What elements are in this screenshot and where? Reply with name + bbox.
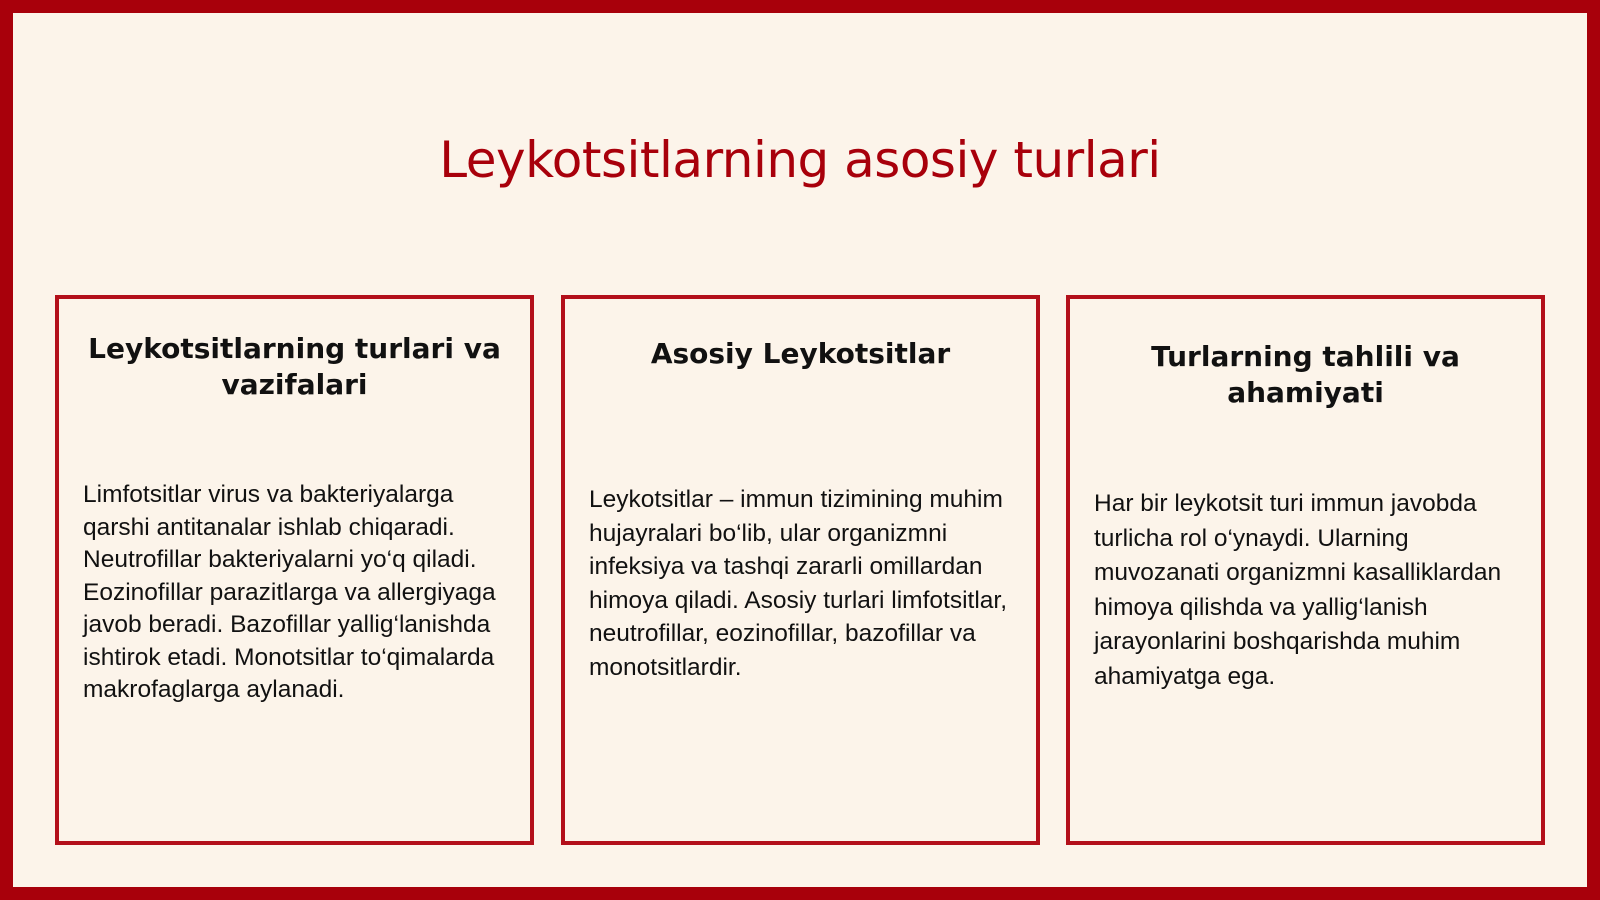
card-heading: Turlarning tahlili va ahamiyati bbox=[1151, 340, 1460, 409]
card-body: Leykotsitlar – immun tizimining muhim hujayralari bo‘lib, ular organizmni infeksiya va tashqi zararli omillardan himoya qiladi. Asosiy turlari limfotsitlar, neutrofillar, eozinofillar, bazofillar va monotsitlardir. bbox=[589, 486, 1008, 681]
card-body: Har bir leykotsit turi immun javobda turlicha rol o‘ynaydi. Ularning muvozanati organizmni kasalliklardan himoya qilishda va yallig‘lanish jarayonlarini boshqarishda muhim ahamiyatga ega. bbox=[1094, 490, 1502, 690]
card-analysis-and-importance bbox=[1066, 295, 1545, 845]
slide bbox=[13, 13, 1587, 887]
card-heading: Leykotsitlarning turlari va vazifalari bbox=[88, 332, 501, 401]
slide-title: Leykotsitlarning asosiy turlari bbox=[439, 131, 1161, 189]
card-heading: Asosiy Leykotsitlar bbox=[650, 337, 951, 370]
card-types-and-functions bbox=[55, 295, 534, 845]
card-main-leukocytes bbox=[561, 295, 1040, 845]
card-body: Limfotsitlar virus va bakteriyalarga qarshi antitanalar ishlab chiqaradi. Neutrofillar bakteriyalarni yo‘q qiladi. Eozinofillar parazitlarga va allergiyaga javob beradi. Bazofillar yallig‘lanishda ishtirok etadi. Monotsitlar to‘qimalarda makrofaglarga aylanadi. bbox=[83, 481, 496, 703]
